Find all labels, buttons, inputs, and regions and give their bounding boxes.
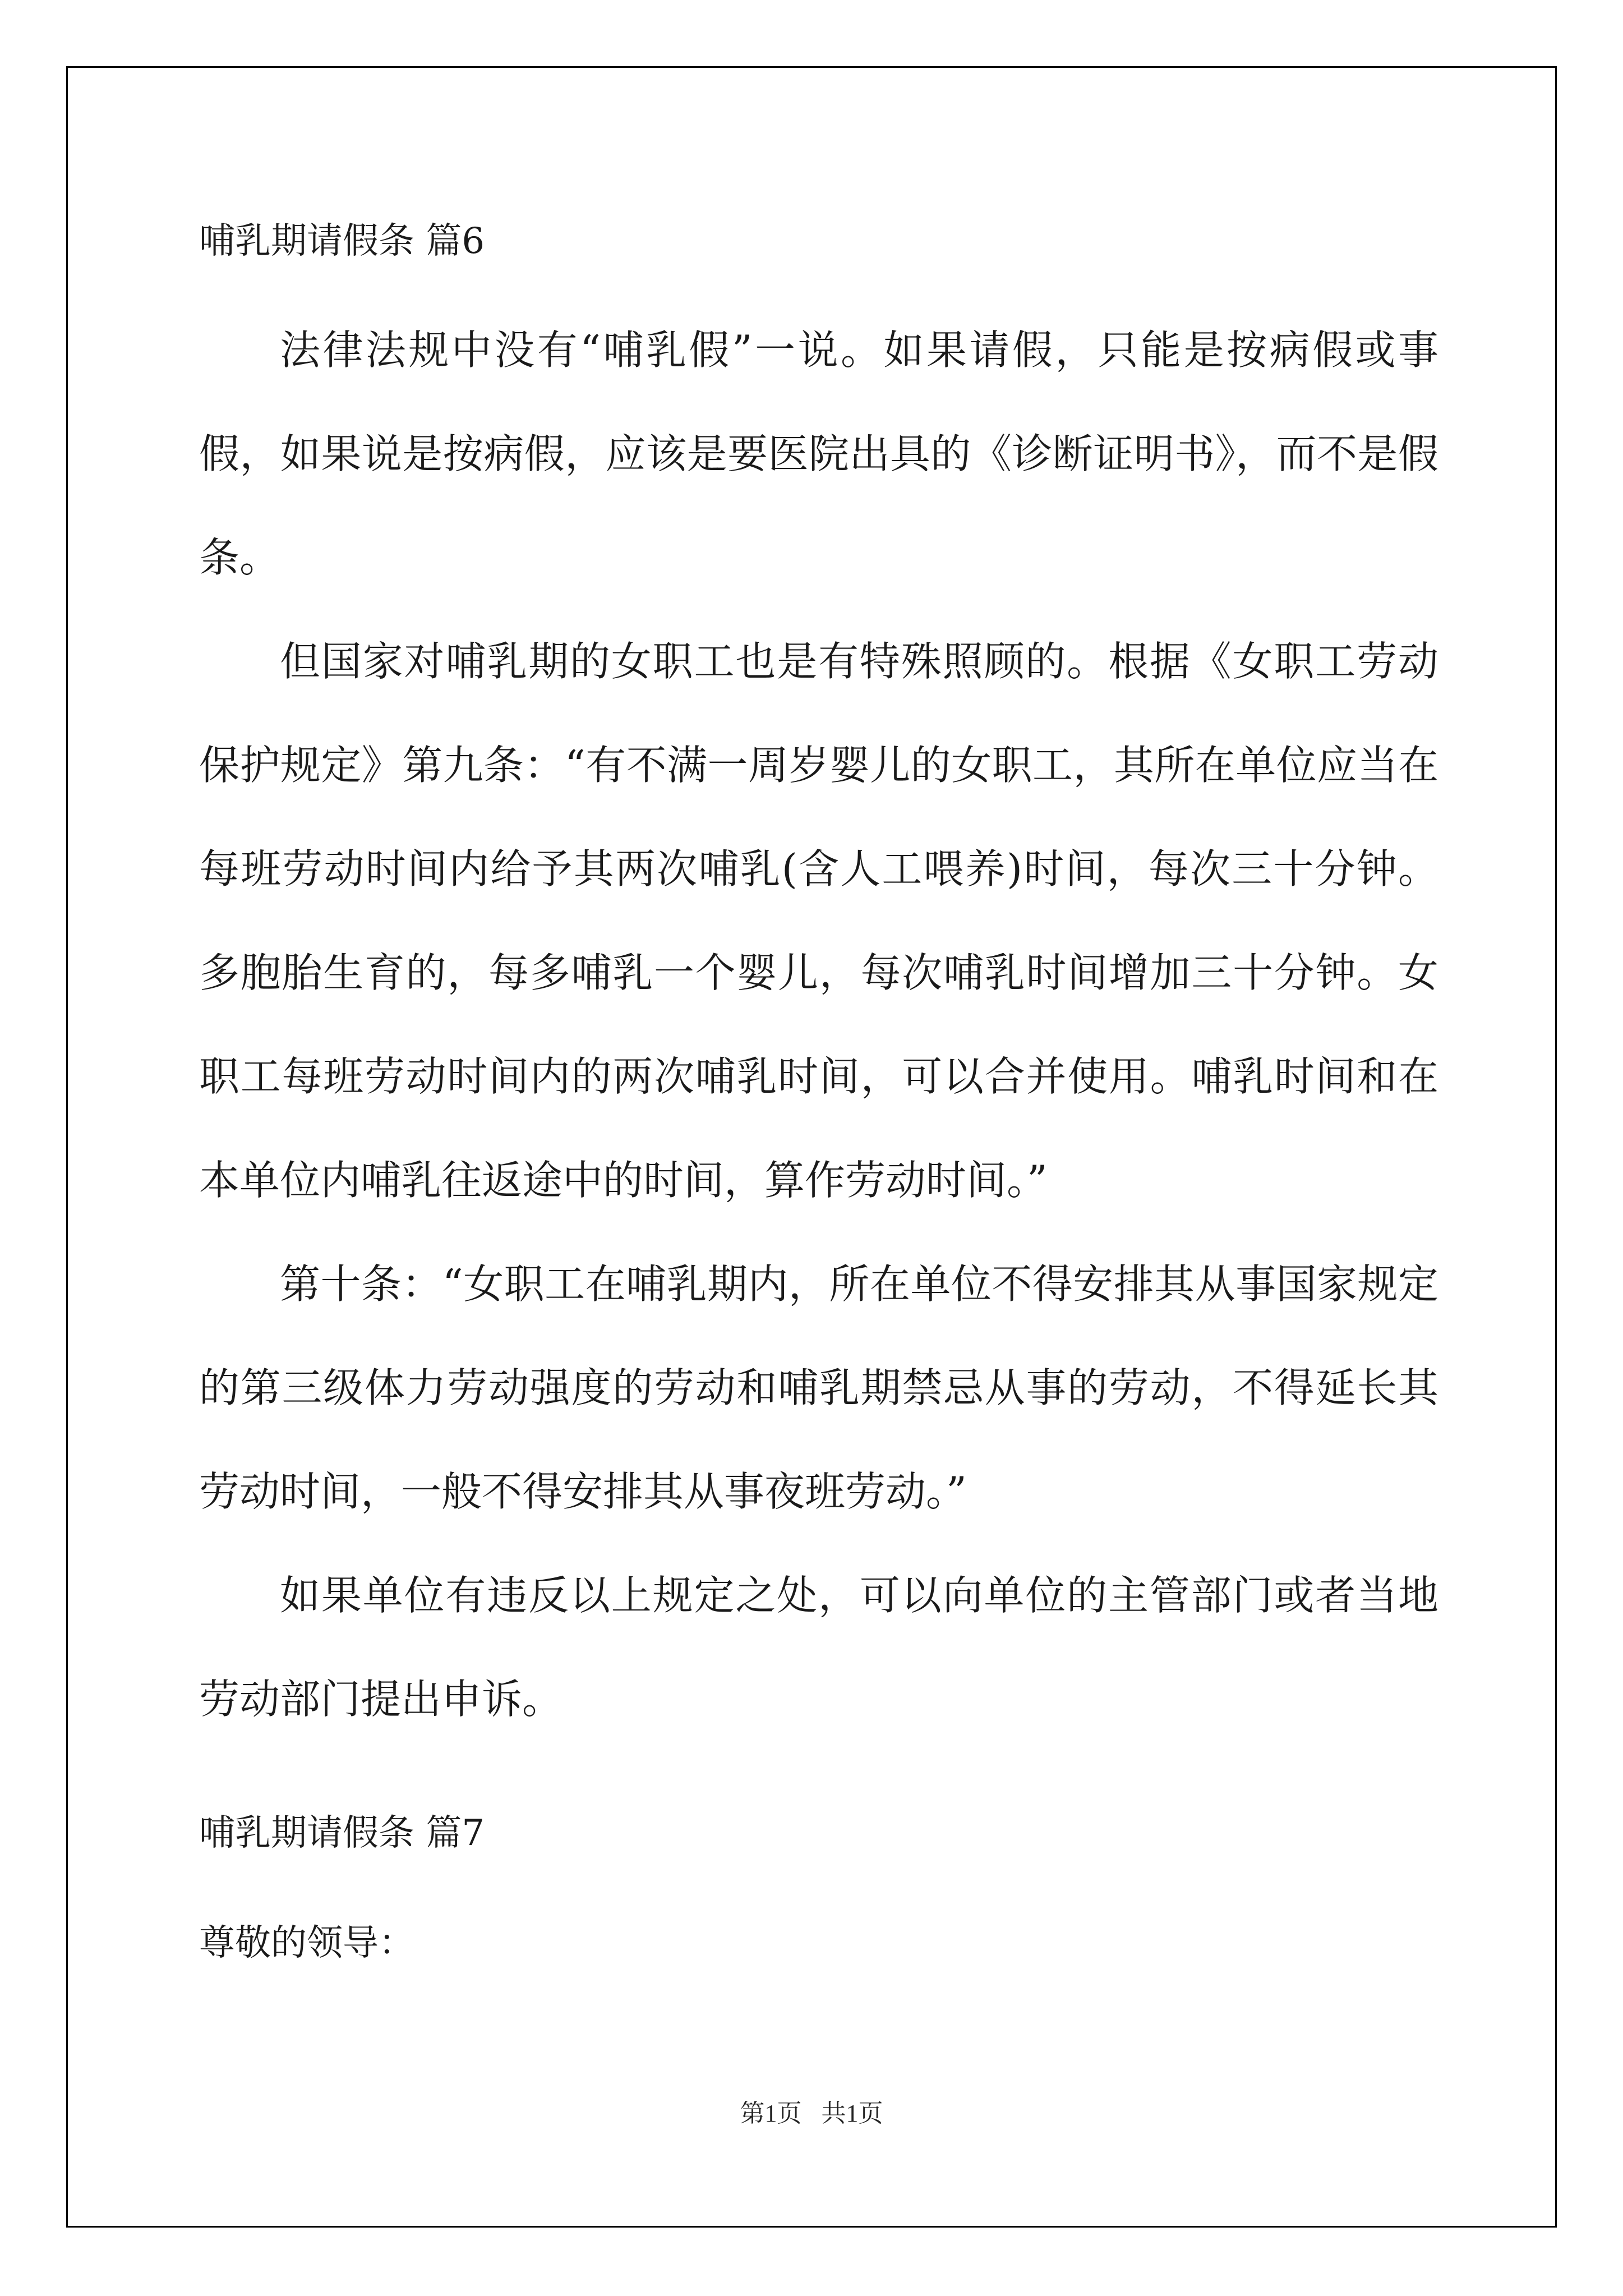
paragraph: 第十条：“女职工在哺乳期内，所在单位不得安排其从事国家规定的第三级体力劳动强度的劳动和哺乳期禁忌从事的劳动，不得延长其劳动时间，一般不得安排其从事夜班劳动。”: [199, 1260, 1438, 1515]
page-footer: [0, 2097, 1623, 2131]
paragraph: 但国家对哺乳期的女职工也是有特殊照顾的。根据《女职工劳动保护规定》第九条：“有不满一周岁婴儿的女职工，其所在单位应当在每班劳动时间内给予其两次哺乳(含人工喂养)时间，每次三十分钟。多胞胎生育的，每多哺乳一个婴儿，每次哺乳时间增加三十分钟。女职工每班劳动时间内的两次哺乳时间，可以合并使用。哺乳时间和在本单位内哺乳往返途中的时间，算作劳动时间。”: [199, 638, 1438, 1204]
salutation: 尊敬的领导：: [199, 1922, 414, 1964]
page-number: 第1页: [740, 2100, 802, 2127]
paragraph: 法律法规中没有“哺乳假”一说。如果请假，只能是按病假或事假，如果说是按病假，应该是要医院出具的《诊断证明书》，而不是假条。: [199, 326, 1438, 581]
paragraph: 如果单位有违反以上规定之处，可以向单位的主管部门或者当地劳动部门提出申诉。: [199, 1572, 1438, 1723]
document-body: [199, 213, 1438, 1971]
page-total: 共1页: [821, 2100, 883, 2127]
section-heading: 哺乳期请假条 篇6: [199, 220, 485, 262]
section-heading: 哺乳期请假条 篇7: [199, 1812, 485, 1854]
